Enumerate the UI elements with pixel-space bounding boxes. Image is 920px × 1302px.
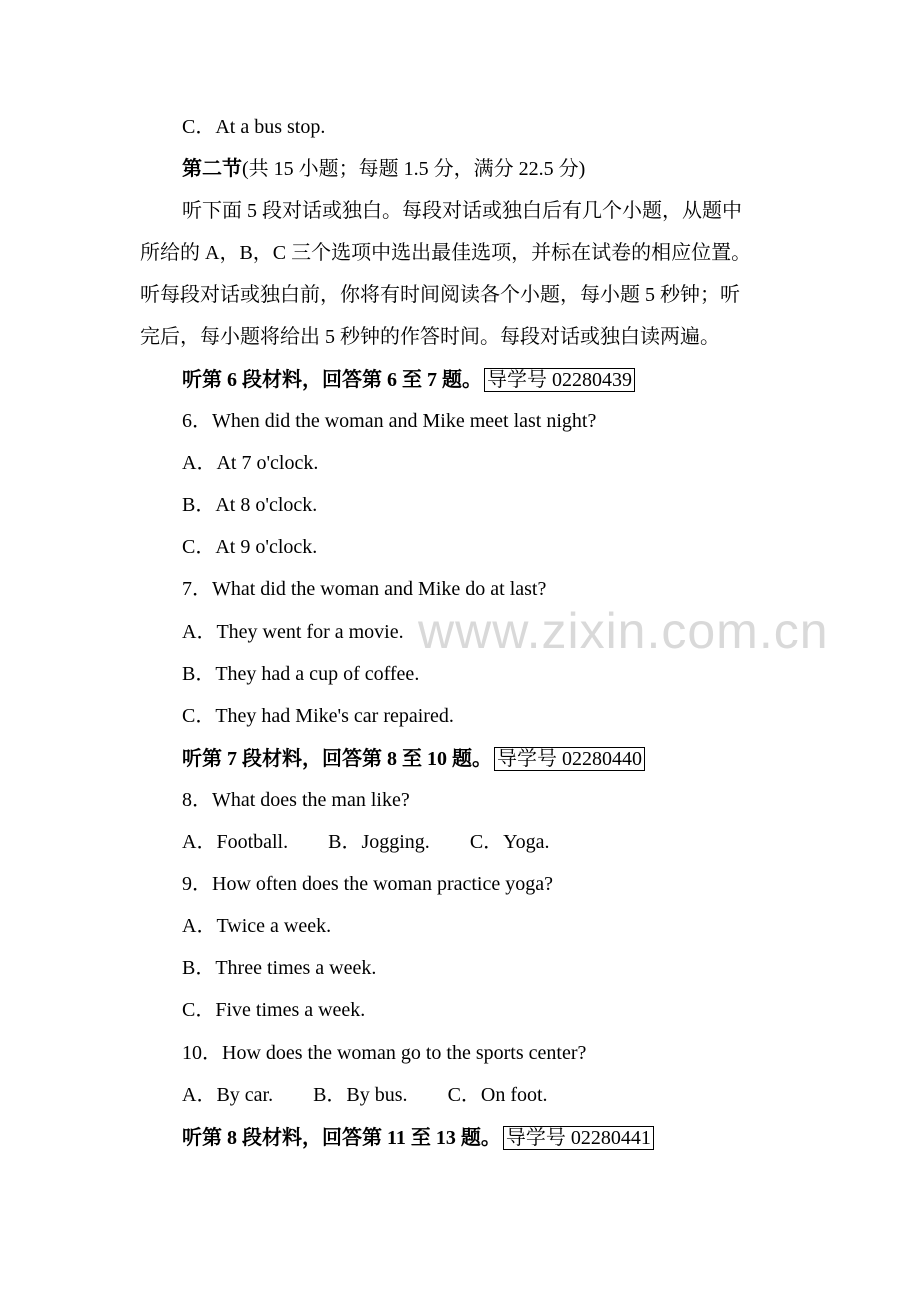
question-6-option-b: B．At 8 o'clock. (182, 494, 318, 516)
question-7-option-c: C．They had Mike's car repaired. (182, 705, 454, 727)
group-heading-7 (182, 745, 645, 773)
question-10: 10．How does the woman go to the sports center? (182, 1042, 587, 1064)
guide-number-box: 导学号 02280440 (494, 747, 645, 771)
group-heading-6 (182, 366, 635, 394)
question-10-option-c: C．On foot. (447, 1084, 548, 1106)
question-9-option-b: B．Three times a week. (182, 957, 377, 979)
question-8-options (182, 828, 549, 856)
group-label: 听第 7 段材料，回答第 8 至 10 题。 (182, 748, 492, 770)
question-10-option-b: B．By bus. (313, 1084, 408, 1106)
instruction-line-1: 听下面 5 段对话或独白。每段对话或独白后有几个小题，从题中 (182, 200, 742, 222)
question-10-option-a: A．By car. (182, 1084, 274, 1106)
question-10-options (182, 1081, 548, 1109)
section-title: 第二节 (182, 158, 242, 180)
guide-number-box: 导学号 02280439 (484, 368, 635, 392)
question-6: 6．When did the woman and Mike meet last night? (182, 410, 597, 432)
watermark-text: www.zixin.com.cn (418, 603, 829, 659)
question-8-option-c: C．Yoga. (469, 831, 550, 853)
option-c-prev: C．At a bus stop. (182, 116, 326, 138)
question-7-option-a: A．They went for a movie. (182, 621, 404, 643)
question-7-option-b: B．They had a cup of coffee. (182, 663, 420, 685)
question-6-option-a: A．At 7 o'clock. (182, 452, 319, 474)
instruction-line-2: 所给的 A，B，C 三个选项中选出最佳选项，并标在试卷的相应位置。 (140, 242, 752, 264)
instruction-line-4: 完后，每小题将给出 5 秒钟的作答时间。每段对话或独白读两遍。 (140, 326, 720, 348)
instruction-line-3: 听每段对话或独白前，你将有时间阅读各个小题，每小题 5 秒钟；听 (140, 284, 740, 306)
question-8: 8．What does the man like? (182, 789, 410, 811)
section-detail: (共 15 小题；每题 1.5 分，满分 22.5 分) (242, 158, 586, 180)
question-7: 7．What did the woman and Mike do at last? (182, 578, 547, 600)
question-8-option-b: B．Jogging. (328, 831, 430, 853)
question-9: 9．How often does the woman practice yoga? (182, 873, 553, 895)
question-6-option-c: C．At 9 o'clock. (182, 536, 318, 558)
question-9-option-c: C．Five times a week. (182, 999, 366, 1021)
question-9-option-a: A．Twice a week. (182, 915, 332, 937)
section-heading (182, 155, 585, 183)
group-label: 听第 8 段材料，回答第 11 至 13 题。 (182, 1127, 501, 1149)
question-8-option-a: A．Football. (182, 831, 289, 853)
guide-number-box: 导学号 02280441 (503, 1126, 654, 1150)
group-label: 听第 6 段材料，回答第 6 至 7 题。 (182, 369, 482, 391)
group-heading-8 (182, 1124, 654, 1152)
